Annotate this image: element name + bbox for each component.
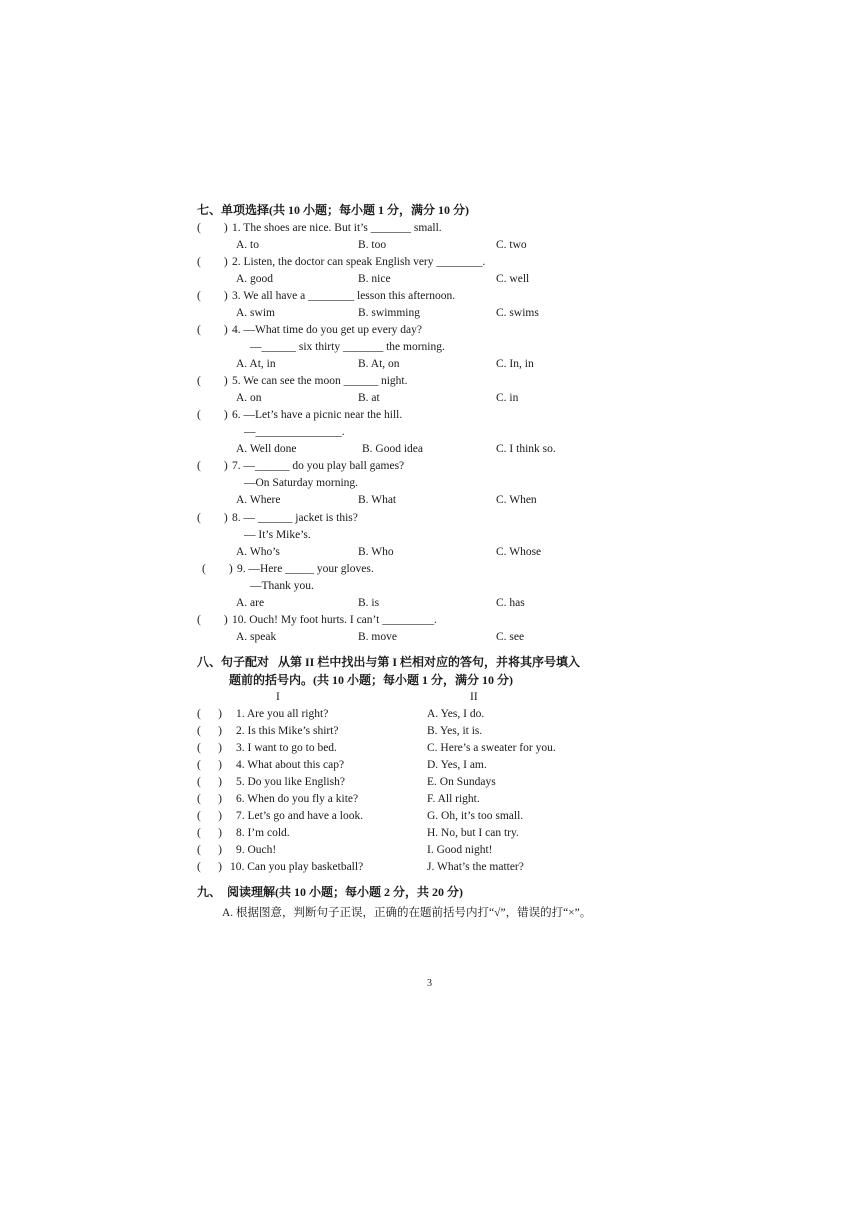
- page-number: 3: [427, 978, 432, 989]
- section-9-instruction: A. 根据图意，判断句子正误，正确的在题前括号内打“√”，错误的打“×”。: [222, 907, 592, 919]
- section-9-title: 九、 阅读理解(共 10 小题；每小题 2 分，共 20 分): [197, 885, 463, 899]
- option-b: B. nice: [358, 273, 391, 285]
- option-c: C. When: [496, 494, 537, 506]
- question-text: 6. —Let’s have a picnic near the hill.: [232, 409, 403, 421]
- matching-right: E. On Sundays: [427, 776, 496, 788]
- matching-right: I. Good night!: [427, 844, 493, 856]
- matching-right: A. Yes, I do.: [427, 708, 485, 720]
- option-c: C. well: [496, 273, 530, 285]
- option-a: A. Who’s: [236, 546, 280, 558]
- matching-right: D. Yes, I am.: [427, 759, 487, 771]
- option-c: C. has: [496, 597, 525, 609]
- matching-left: 2. Is this Mike’s shirt?: [236, 725, 339, 737]
- question-text: 7. —______ do you play ball games?: [232, 460, 405, 472]
- answer-bracket: ( ): [197, 776, 222, 788]
- option-b: B. Who: [358, 546, 394, 558]
- question-text-line2: —On Saturday morning.: [244, 477, 359, 489]
- matching-left: 9. Ouch!: [236, 844, 277, 856]
- answer-bracket: ( ): [197, 375, 228, 387]
- matching-right: C. Here’s a sweater for you.: [427, 742, 556, 754]
- answer-bracket: ( ): [197, 844, 222, 856]
- option-c: C. swims: [496, 307, 539, 319]
- answer-bracket: ( ): [197, 614, 228, 626]
- option-a: A. speak: [236, 631, 277, 643]
- question-text-line2: — It’s Mike’s.: [244, 529, 311, 541]
- option-a: A. Where: [236, 494, 281, 506]
- answer-bracket: ( ): [197, 460, 228, 472]
- question-text: 4. —What time do you get up every day?: [232, 324, 423, 336]
- matching-right: F. All right.: [427, 793, 480, 805]
- matching-left: 3. I want to go to bed.: [236, 742, 337, 754]
- option-a: A. to: [236, 239, 259, 251]
- question-text: 9. —Here _____ your gloves.: [237, 563, 374, 575]
- column-ii-header: II: [470, 691, 478, 703]
- answer-bracket: ( ): [197, 725, 222, 737]
- question-text: 10. Ouch! My foot hurts. I can’t _________.: [232, 614, 437, 626]
- section-7-title: 七、单项选择(共 10 小题；每小题 1 分，满分 10 分): [197, 203, 469, 217]
- option-c: C. I think so.: [496, 443, 556, 455]
- section-8-title: 八、句子配对 从第 II 栏中找出与第 I 栏相对应的答句，并将其序号填入: [197, 655, 581, 669]
- option-c: C. in: [496, 392, 519, 404]
- question-text: 1. The shoes are nice. But it’s _______ small.: [232, 222, 442, 234]
- option-c: C. In, in: [496, 358, 534, 370]
- option-c: C. see: [496, 631, 525, 643]
- question-text: 2. Listen, the doctor can speak English very ________.: [232, 256, 486, 268]
- matching-left: 1. Are you all right?: [236, 708, 329, 720]
- option-a: A. on: [236, 392, 262, 404]
- answer-bracket: ( ): [197, 512, 228, 524]
- option-b: B. swimming: [358, 307, 420, 319]
- matching-left: 6. When do you fly a kite?: [236, 793, 359, 805]
- option-a: A. Well done: [236, 443, 297, 455]
- option-b: B. What: [358, 494, 397, 506]
- option-a: A. are: [236, 597, 265, 609]
- question-text: 8. — ______ jacket is this?: [232, 512, 358, 524]
- option-b: B. Good idea: [362, 443, 424, 455]
- option-a: A. swim: [236, 307, 275, 319]
- section-8-title-line2: 题前的括号内。(共 10 小题；每小题 1 分，满分 10 分): [229, 673, 513, 687]
- option-b: B. at: [358, 392, 380, 404]
- answer-bracket: ( ): [197, 810, 222, 822]
- matching-right: H. No, but I can try.: [427, 827, 519, 839]
- answer-bracket: ( ): [197, 409, 228, 421]
- option-b: B. is: [358, 597, 380, 609]
- question-text-line2: —______ six thirty _______ the morning.: [250, 341, 445, 353]
- answer-bracket: ( ): [197, 793, 222, 805]
- matching-left: 10. Can you play basketball?: [230, 861, 364, 873]
- answer-bracket: ( ): [197, 290, 228, 302]
- option-c: C. Whose: [496, 546, 542, 558]
- option-a: A. good: [236, 273, 274, 285]
- answer-bracket: ( ): [197, 222, 228, 234]
- matching-left: 7. Let’s go and have a look.: [236, 810, 364, 822]
- column-i-header: I: [276, 691, 280, 703]
- answer-bracket: ( ): [197, 256, 228, 268]
- question-text-line2: —Thank you.: [250, 580, 314, 592]
- matching-left: 8. I’m cold.: [236, 827, 290, 839]
- answer-bracket: ( ): [202, 563, 233, 575]
- question-text: 5. We can see the moon ______ night.: [232, 375, 408, 387]
- option-a: A. At, in: [236, 358, 276, 370]
- option-b: B. At, on: [358, 358, 400, 370]
- answer-bracket: ( ): [197, 324, 228, 336]
- matching-left: 4. What about this cap?: [236, 759, 345, 771]
- option-c: C. two: [496, 239, 527, 251]
- matching-left: 5. Do you like English?: [236, 776, 345, 788]
- option-b: B. move: [358, 631, 397, 643]
- question-text-line2: —_______________.: [244, 426, 345, 438]
- answer-bracket: ( ): [197, 827, 222, 839]
- option-b: B. too: [358, 239, 387, 251]
- matching-right: G. Oh, it’s too small.: [427, 810, 524, 822]
- answer-bracket: ( ): [197, 861, 222, 873]
- matching-right: B. Yes, it is.: [427, 725, 483, 737]
- answer-bracket: ( ): [197, 708, 222, 720]
- answer-bracket: ( ): [197, 742, 222, 754]
- answer-bracket: ( ): [197, 759, 222, 771]
- matching-right: J. What’s the matter?: [427, 861, 524, 873]
- question-text: 3. We all have a ________ lesson this afternoon.: [232, 290, 456, 302]
